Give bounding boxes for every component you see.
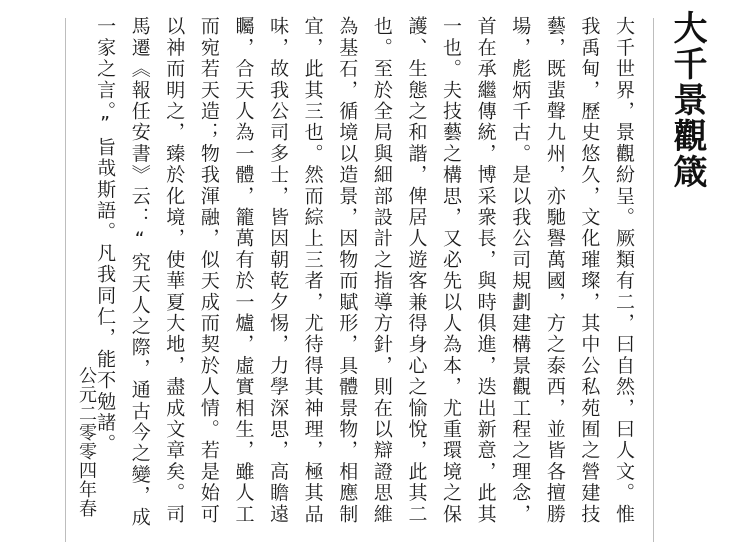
text-column-7: 護、生態之和諧，俾居人遊客兼得身心之愉悅，此其二 bbox=[405, 16, 428, 525]
text-column-8: 也。至於全局與細部設計之指導方針，則在以辯證思維 bbox=[370, 16, 393, 525]
text-column-2: 我禹甸，歷史悠久，文化璀璨，其中公私苑囿之營建技 bbox=[578, 16, 601, 525]
text-column-4: 場，彪炳千古。是以我公司規劃建構景觀工程之理念， bbox=[509, 16, 532, 525]
text-column-1: 大千世界，景觀紛呈。厥類有二，曰自然，曰人文。惟 bbox=[613, 16, 635, 525]
text-column-9: 為基石，循境以造景，因物而賦形，具體景物，相應制 bbox=[336, 16, 359, 525]
text-column-13: 而宛若天造；物我渾融，似天成而契於人情。若是始可 bbox=[197, 16, 220, 525]
text-column-15: 馬遷《報任安書》云：“究天人之際，通古今之變，成 bbox=[128, 16, 151, 528]
text-column-12: 矚，合天人為一體，籠萬有於一爐，虛實相生，雖人工 bbox=[232, 16, 255, 525]
column-rule-left bbox=[65, 18, 66, 542]
text-column-5: 首在承繼傳統，博采衆長，與時俱進，迭出新意，此其 bbox=[474, 16, 497, 525]
text-column-10: 宜，此其三也。然而綜上三者，尤待得其神理，極其品 bbox=[301, 16, 324, 525]
text-column-3: 藝，既蜚聲九州，亦馳譽萬國，方之泰西，並皆各擅勝 bbox=[543, 16, 566, 525]
text-column-6: 一也。夫技藝之構思，又必先以人為本，尤重環境之保 bbox=[440, 16, 463, 525]
document-body bbox=[88, 16, 642, 546]
text-column-16: 一家之言。”旨哉斯語。凡我同仁，能不勉諸。 bbox=[94, 16, 117, 455]
column-rule-right bbox=[653, 18, 654, 542]
text-column-14: 以神而明之，臻於化境，使華夏大地，盡成文章矣。司 bbox=[163, 16, 186, 525]
text-column-11: 味，故我公司多士，皆因朝乾夕惕，力學深思，高瞻遠 bbox=[267, 16, 290, 525]
document-date: 公元二零零四年春 bbox=[76, 366, 97, 518]
document-title: 大千景觀箴 bbox=[667, 10, 707, 190]
